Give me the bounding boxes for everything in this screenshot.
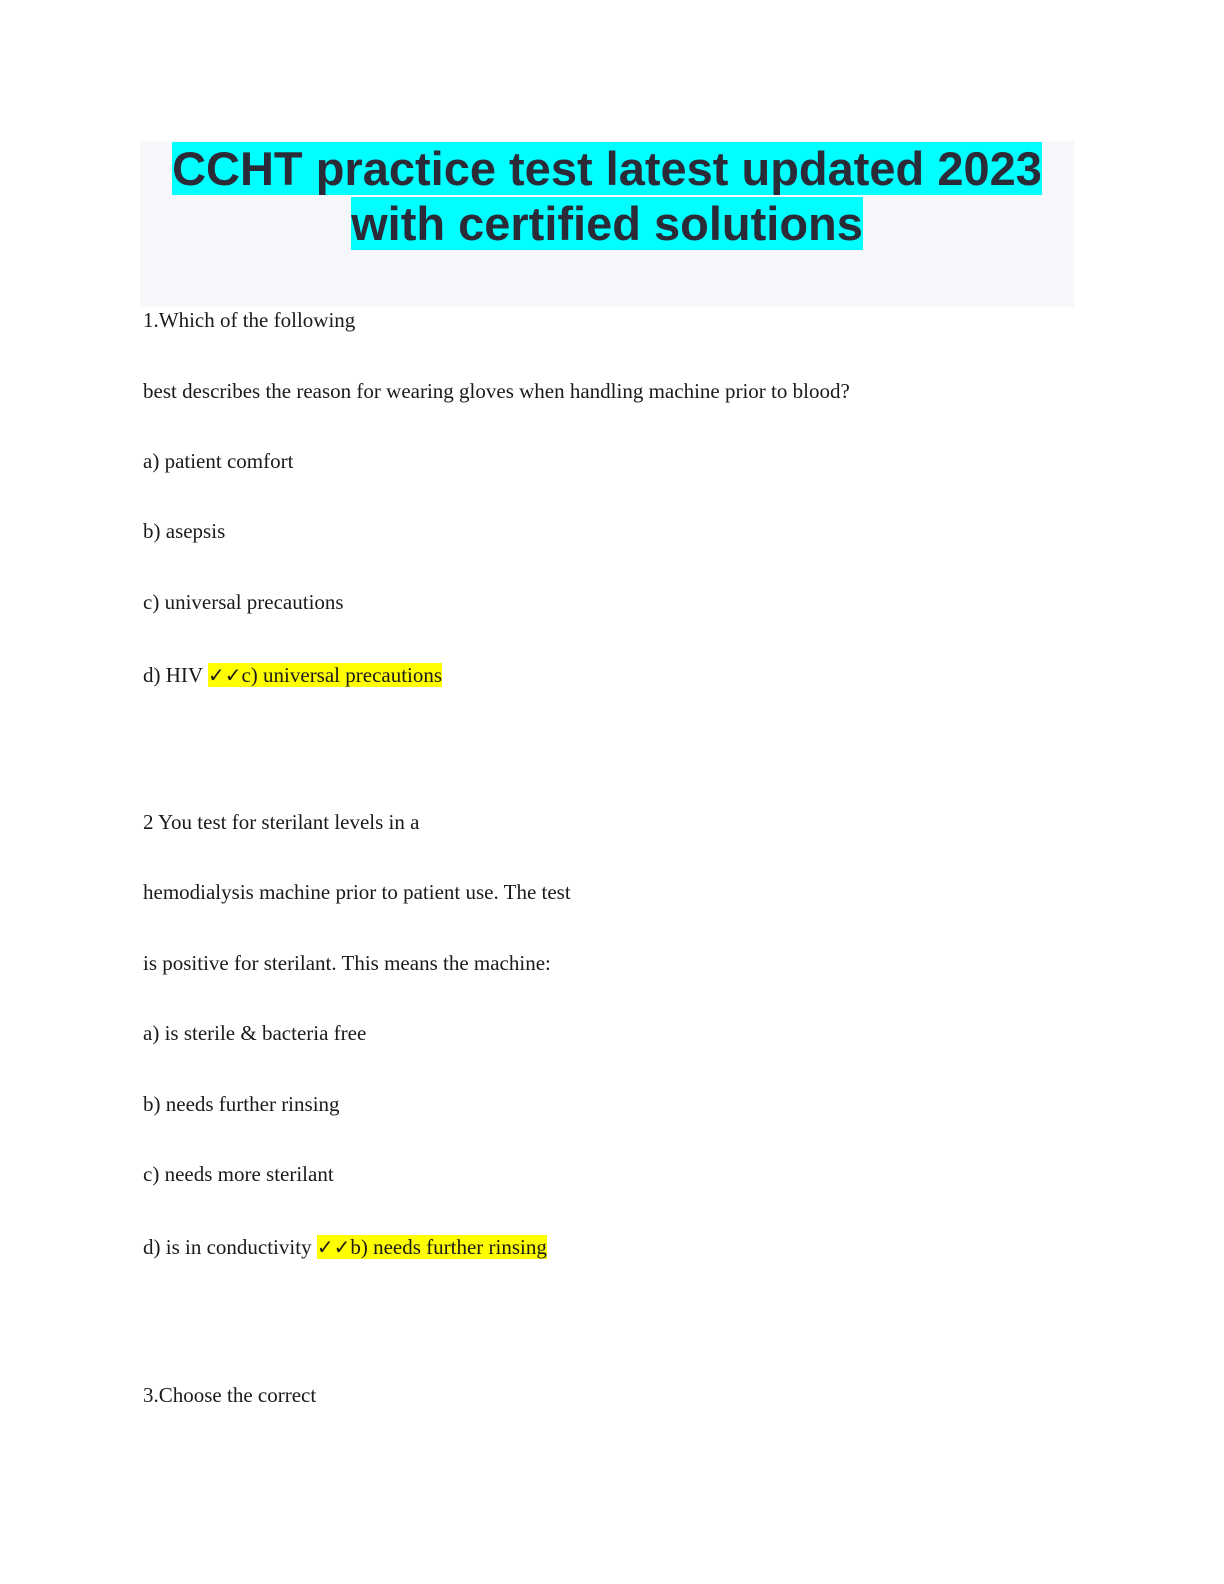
title-text-1: CCHT practice test latest updated 2023 xyxy=(172,142,1042,195)
title-block xyxy=(140,141,1074,307)
q2-line-1: 2 You test for sterilant levels in a xyxy=(143,810,420,834)
q1-option-b: b) asepsis xyxy=(143,519,226,543)
title-text-2: with certified solutions xyxy=(351,197,863,250)
q2-option-d: d) is in conductivity xyxy=(143,1235,312,1259)
q2-option-c: c) needs more sterilant xyxy=(143,1162,334,1186)
q1-option-d: d) HIV xyxy=(143,663,203,687)
q1-option-c: c) universal precautions xyxy=(143,590,344,614)
q1-answer: c) universal precautions xyxy=(241,663,443,687)
q2-option-a: a) is sterile & bacteria free xyxy=(143,1021,367,1045)
q1-answer-highlight xyxy=(208,663,442,687)
q1-option-a: a) patient comfort xyxy=(143,449,294,473)
title-line-1 xyxy=(140,141,1074,197)
q2-option-b: b) needs further rinsing xyxy=(143,1092,340,1116)
q2-answer-highlight xyxy=(317,1235,547,1259)
q3-line-1: 3.Choose the correct xyxy=(143,1383,317,1407)
q2-answer: b) needs further rinsing xyxy=(350,1235,547,1259)
title-line-2 xyxy=(140,196,1074,252)
check-icon: ✓✓ xyxy=(207,663,242,687)
q2-line-2: hemodialysis machine prior to patient use. The test xyxy=(143,880,571,904)
q1-line-2: best describes the reason for wearing gloves when handling machine prior to blood? xyxy=(143,379,850,403)
q2-line-3: is positive for sterilant. This means the machine: xyxy=(143,951,551,975)
check-icon: ✓✓ xyxy=(316,1235,351,1259)
q2-option-d-row xyxy=(143,1233,547,1261)
q1-line-1: 1.Which of the following xyxy=(143,308,356,332)
q1-option-d-row xyxy=(143,661,442,689)
